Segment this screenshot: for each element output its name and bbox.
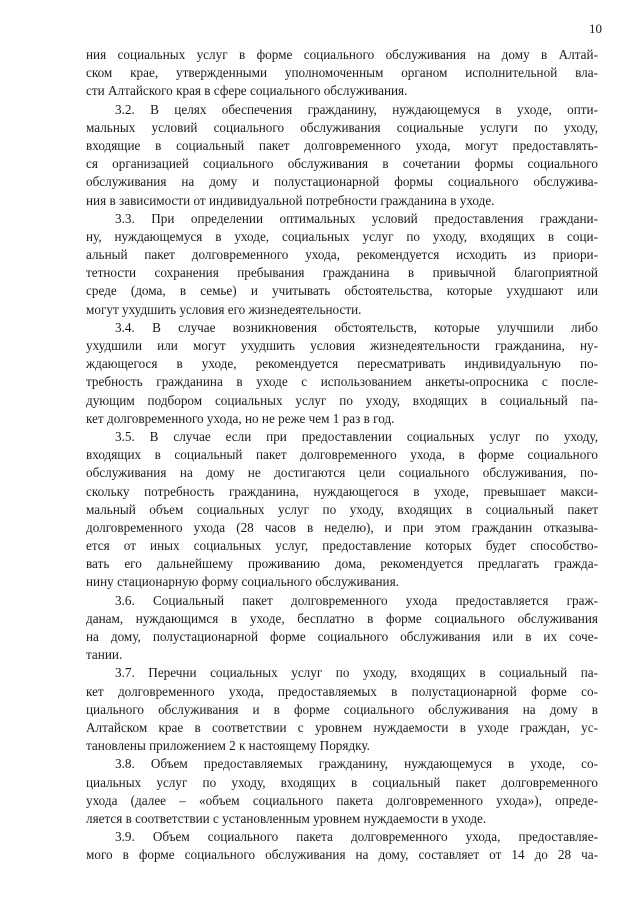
page-number: 10 bbox=[589, 21, 602, 36]
text-line: тановлены приложением 2 к настоящему Порядку. bbox=[86, 738, 370, 754]
text-line: ния социальных услуг в форме социального обслуживания на дому в Алтай- bbox=[86, 47, 598, 62]
text-line: кет долговременного ухода, предоставляемых в полустационарной форме со- bbox=[86, 683, 598, 699]
text-line: циальных услуг по уходу, входящих в социальный пакет долговременного bbox=[86, 774, 598, 790]
text-line: вать его дальнейшему проживанию дома, рекомендуется предлагать гражда- bbox=[86, 556, 598, 572]
text-line: 3.8. Объем предоставляемых гражданину, нуждающемуся в уходе, со- bbox=[115, 756, 598, 772]
text-line: мого в форме социального обслуживания на дому, составляет от 14 до 28 ча- bbox=[86, 847, 598, 863]
text-line: долговременного ухода (28 часов в неделю), и при этом гражданин отказыва- bbox=[86, 519, 598, 535]
text-line: 3.5. В случае если при предоставлении социальных услуг по уходу, bbox=[115, 428, 598, 444]
text-line: 3.4. В случае возникновения обстоятельств, которые улучшили либо bbox=[115, 319, 598, 335]
text-line: обслуживания на дому не достигаются цели социального обслуживания, по- bbox=[86, 465, 598, 481]
text-line: могут ухудшить условия его жизнедеятельности. bbox=[86, 301, 362, 317]
text-line: скольку потребность гражданина, нуждающегося в уходе, превышает макси- bbox=[86, 483, 598, 499]
text-line: 3.6. Социальный пакет долговременного ухода предоставляется граж- bbox=[115, 592, 598, 608]
text-line: входящих в социальный пакет долговременного ухода, в форме социального bbox=[86, 447, 598, 463]
text-line: ну, нуждающемуся в уходе, социальных услуг по уходу, входящих в соци- bbox=[86, 228, 598, 244]
text-line: ждающегося в уходе, рекомендуется пересматривать индивидуальную по- bbox=[86, 356, 598, 372]
text-line: 3.2. В целях обеспечения гражданину, нуждающемуся в уходе, опти- bbox=[115, 101, 598, 117]
text-line: ляется в соответствии с установленным уровнем нуждаемости в уходе. bbox=[86, 810, 487, 826]
text-line: обслуживания на дому и полустационарной формы социального обслужива- bbox=[86, 174, 598, 190]
text-line: входящие в социальный пакет долговременного ухода, могут предоставлять- bbox=[86, 137, 598, 153]
text-line: ся организацией социального обслуживания в сочетании формы социального bbox=[86, 156, 598, 172]
text-line: ния в зависимости от индивидуальной потребности гражданина в уходе. bbox=[86, 192, 495, 208]
text-line: Алтайском крае в соответствии с уровнем нуждаемости в уходе граждан, ус- bbox=[86, 719, 598, 735]
text-line: ется от иных социальных услуг, предоставление которых будет способство- bbox=[86, 538, 598, 554]
text-line: 3.3. При определении оптимальных условий предоставления граждани- bbox=[115, 210, 598, 226]
text-line: нину стационарную форму социального обслуживания. bbox=[86, 574, 399, 590]
text-line: тании. bbox=[86, 647, 123, 663]
text-line: мальный объем социальных услуг по уходу, входящих в социальный пакет bbox=[86, 501, 598, 517]
text-line: циального обслуживания и в форме социального обслуживания на дому в bbox=[86, 701, 598, 717]
text-line: ухудшили или могут ухудшить условия жизнедеятельности гражданина, ну- bbox=[86, 338, 598, 353]
document-body bbox=[86, 46, 598, 864]
text-line: альный пакет долговременного ухода, рекомендуется исходить из приори- bbox=[86, 247, 598, 263]
text-line: ском крае, утвержденными уполномоченным органом исполнительной вла- bbox=[86, 65, 598, 81]
text-line: требность гражданина в уходе с использованием анкеты-опросника с после- bbox=[86, 374, 598, 390]
text-line: данам, нуждающимся в уходе, бесплатно в форме социального обслуживания bbox=[86, 610, 598, 626]
text-line: тетности сохранения пребывания гражданина в привычной благоприятной bbox=[86, 265, 598, 281]
text-line: 3.9. Объем социального пакета долговременного ухода, предоставляе- bbox=[115, 829, 598, 845]
text-line: 3.7. Перечни социальных услуг по уходу, входящих в социальный па- bbox=[115, 665, 598, 681]
text-line: на дому, полустационарной форме социального обслуживания или в их сочe- bbox=[86, 629, 598, 644]
text-line: дующим подбором социальных услуг по уходу, входящих в социальный па- bbox=[86, 392, 598, 408]
text-line: мальных условий социального обслуживания социальные услуги по уходу, bbox=[86, 119, 598, 135]
text-line: сти Алтайского края в сфере социального обслуживания. bbox=[86, 83, 408, 99]
text-line: кет долговременного ухода, но не реже чем 1 раз в год. bbox=[86, 410, 395, 426]
text-line: ухода (далее – «объем социального пакета долговременного ухода»), опреде- bbox=[86, 792, 598, 808]
text-line: среде (дома, в семье) и учитывать обстоятельства, которые ухудшают или bbox=[86, 283, 598, 299]
